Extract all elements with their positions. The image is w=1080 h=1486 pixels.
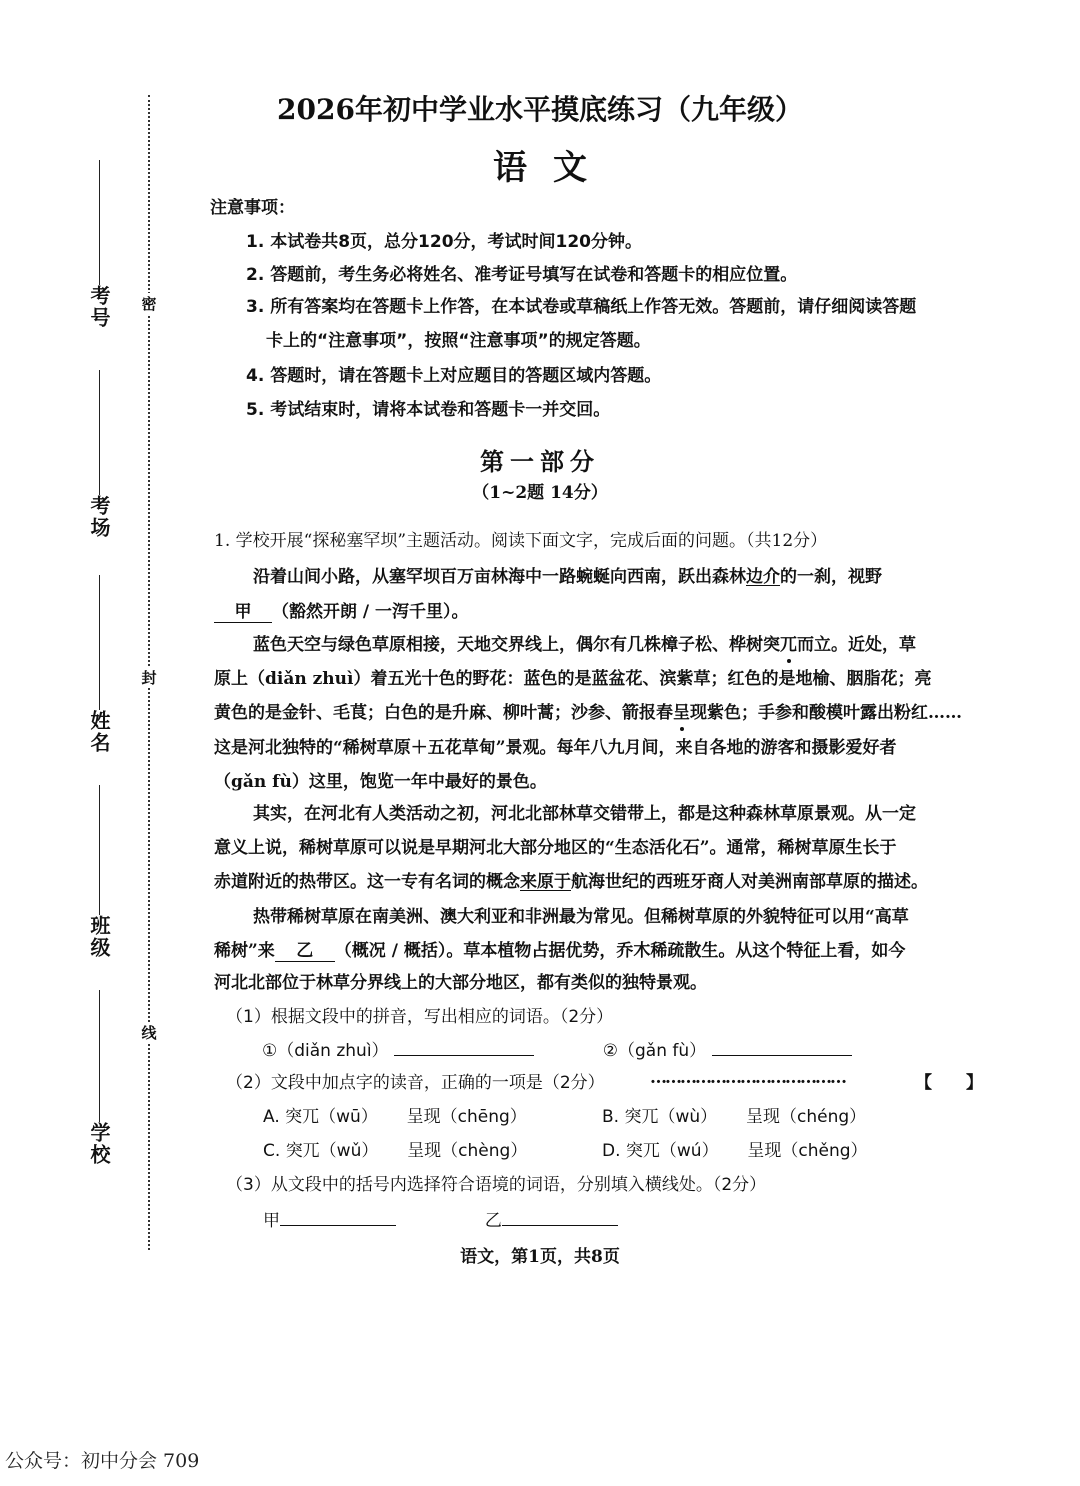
subquestion-1-stem: （1）根据文段中的拼音，写出相应的词语。（2分） [226, 1007, 614, 1027]
seal-char-xian: 线 [138, 1022, 160, 1043]
passage-line: 这是河北独特的“稀树草原＋五花草甸”景观。每年八九月间，来自各地的游客和摄影爱好者 [214, 738, 897, 758]
answer-blank[interactable] [712, 1055, 852, 1056]
notice-item: 2. 答题前，考生务必将姓名、准考证号填写在试卷和答题卡的相应位置。 [246, 265, 798, 285]
text: 赤道附近的热带区。这一专有名词的概念 [214, 872, 520, 892]
answer-bracket[interactable]: 【 】 [915, 1073, 983, 1093]
option-word: 突兀（wū） [285, 1107, 378, 1127]
page-footer: 语文，第1页，共8页 [460, 1247, 620, 1267]
answer-label: 乙 [484, 1211, 502, 1231]
seal-char-feng: 封 [138, 667, 160, 688]
pinyin-prompt: ②（gǎn fù） [602, 1041, 707, 1061]
text: 的一刹，视野 [780, 567, 882, 587]
option-word: 突兀（wǔ） [285, 1141, 379, 1161]
option-c[interactable] [263, 1136, 527, 1161]
blank-jia: 甲 [214, 597, 272, 623]
dotted-char: 兀 [780, 635, 797, 655]
underlined-word: 来原于 [520, 872, 571, 892]
subquestion-3-stem: （3）从文段中的括号内选择符合语境的词语，分别填入横线处。（2分） [226, 1175, 767, 1195]
notice-item: 4. 答题时，请在答题卡上对应题目的答题区域内答题。 [246, 366, 662, 386]
class-field [85, 785, 114, 959]
option-word: 呈现（chēng） [406, 1107, 527, 1127]
answer-blank[interactable] [394, 1055, 534, 1056]
text: 航海世纪的西班牙商人对美洲南部草原的描述。 [571, 872, 928, 892]
subject-title: 语文 [493, 148, 613, 188]
passage-line [253, 630, 916, 655]
passage-line: 河北北部位于林草分界线上的大部分地区，都有类似的独特景观。 [214, 973, 707, 993]
option-letter: C. [263, 1141, 281, 1161]
option-b[interactable] [602, 1102, 866, 1127]
text: 蓝色天空与绿色草原相接，天地交界线上，偶尔有几株樟子松、桦树突 [253, 635, 780, 655]
notice-item: 5. 考试结束时，请将本试卷和答题卡一并交回。 [246, 400, 611, 420]
text: （概况 / 概括）。草本植物占据优势，乔木稀疏散生。从这个特征上看，如今 [334, 941, 906, 961]
seal-char-mi: 密 [138, 293, 160, 314]
blank-line [99, 785, 100, 915]
option-letter: A. [263, 1107, 280, 1127]
option-word: 突兀（wù） [624, 1107, 718, 1127]
passage-line: 其实，在河北有人类活动之初，河北北部林草交错带上，都是这种森林草原景观。从一定 [253, 804, 916, 824]
notice-item: 3. 所有答案均在答题卡上作答，在本试卷或草稿纸上作答无效。答题前，请仔细阅读答题 [246, 297, 917, 317]
blank-line [99, 575, 100, 710]
passage-line: 原上（diǎn zhuì）着五光十色的野花：蓝色的是蓝盆花、滨紫草；红色的是地榆、胭脂花；亮 [214, 669, 932, 689]
text: （豁然开朗 / 一泻千里）。 [272, 602, 469, 622]
exam-title: 2026年初中学业水平摸底练习（九年级） [277, 93, 803, 126]
option-word: 突兀（wú） [625, 1141, 719, 1161]
exam-number-label: 考号 [87, 285, 111, 329]
text: 稀树”来 [214, 941, 275, 961]
leader-dots: ………………………………… [650, 1068, 845, 1088]
subquestion-2-stem: （2）文段中加点字的读音，正确的一项是（2分） [226, 1073, 605, 1093]
answer-blank[interactable] [502, 1225, 618, 1226]
name-label: 姓名 [87, 710, 111, 754]
part-title: 第一部分 [480, 448, 600, 476]
notice-item: 卡上的“注意事项”，按照“注意事项”的规定答题。 [266, 331, 651, 351]
school-label: 学校 [87, 1122, 111, 1166]
passage-line [253, 562, 882, 587]
name-field [85, 575, 114, 754]
blank-yi: 乙 [275, 936, 335, 962]
dotted-char: 呈 [673, 703, 690, 723]
answer-blank[interactable] [280, 1225, 396, 1226]
option-letter: B. [602, 1107, 620, 1127]
option-d[interactable] [602, 1136, 868, 1161]
option-word: 呈现（chèng） [407, 1141, 528, 1161]
underlined-word: 边介 [746, 567, 780, 587]
text: 黄色的是金针、毛茛；白色的是升麻、柳叶蒿；沙参、箭报春 [214, 703, 673, 723]
watermark: 公众号：初中分会 709 [5, 1450, 200, 1472]
passage-line: （gǎn fù）这里，饱览一年中最好的景色。 [214, 772, 547, 792]
school-field [85, 990, 114, 1166]
option-letter: D. [602, 1141, 621, 1161]
passage-line [214, 936, 905, 962]
exam-room-label: 考场 [87, 495, 111, 539]
passage-line [214, 698, 962, 723]
passage-line [214, 867, 928, 892]
option-word: 呈现（chěng） [747, 1141, 868, 1161]
subquestion-3-answer-row [263, 1206, 618, 1231]
pinyin-prompt: ①（diǎn zhuì） [262, 1041, 389, 1061]
answer-label: 甲 [263, 1211, 280, 1231]
subquestion-1-answer-row [262, 1036, 852, 1061]
notice-heading: 注意事项： [210, 198, 295, 218]
class-label: 班级 [87, 915, 111, 959]
text: 沿着山间小路，从塞罕坝百万亩林海中一路蜿蜒向西南，跃出森林 [253, 567, 746, 587]
option-a[interactable] [263, 1102, 527, 1127]
passage-line: 意义上说，稀树草原可以说是早期河北大部分地区的“生态活化石”。通常，稀树草原生长于 [214, 838, 897, 858]
notice-item: 1. 本试卷共8页，总分120分，考试时间120分钟。 [246, 232, 643, 252]
blank-line [99, 990, 100, 1122]
text: 而立。近处，草 [797, 635, 916, 655]
passage-line: 热带稀树草原在南美洲、澳大利亚和非洲最为常见。但稀树草原的外貌特征可以用“高草 [253, 907, 909, 927]
question-stem: 1. 学校开展“探秘塞罕坝”主题活动。阅读下面文字，完成后面的问题。（共12分） [214, 531, 828, 551]
option-word: 呈现（chéng） [745, 1107, 867, 1127]
passage-line [214, 597, 469, 623]
text: 现紫色；手参和酸模叶露出粉红…… [690, 703, 962, 723]
part-subtitle: （1~2题 14分） [472, 483, 608, 503]
